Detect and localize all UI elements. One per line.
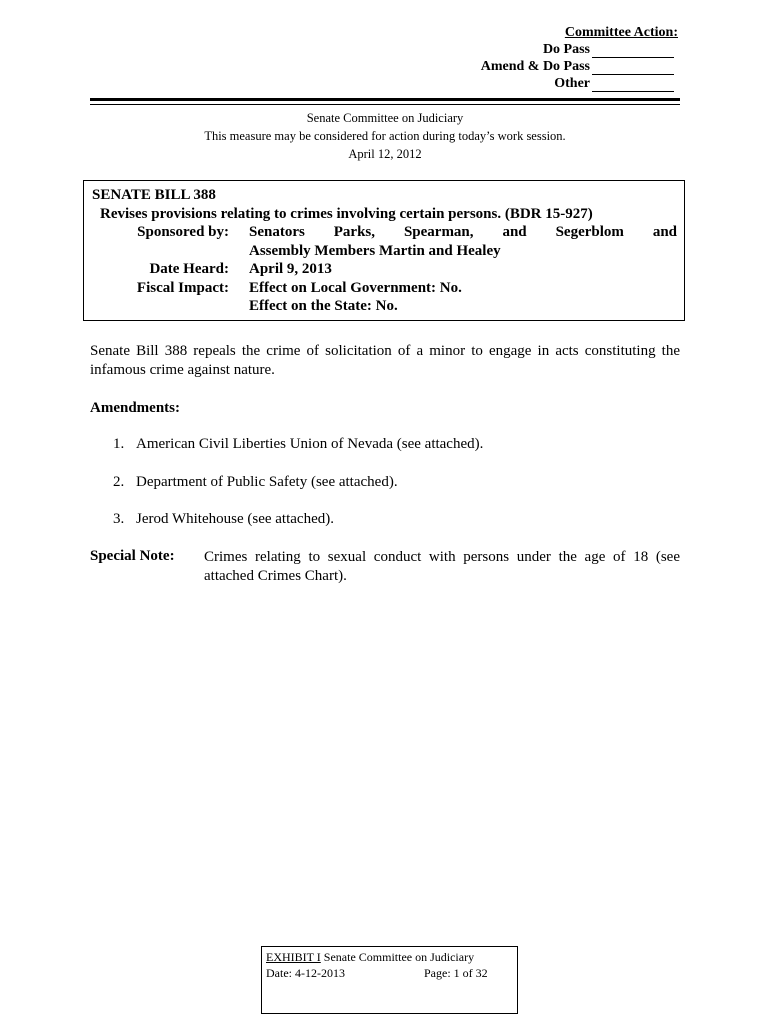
exhibit-page: Page: 1 of 32 — [424, 966, 488, 980]
amendment-item — [113, 474, 398, 491]
exhibit-committee: Senate Committee on Judiciary — [323, 950, 475, 964]
sponsor-word: and — [502, 224, 527, 240]
fiscal-state-effect: Effect on the State: No. — [249, 298, 398, 314]
do-pass-label: Do Pass — [542, 42, 590, 57]
amendment-number: 3. — [113, 511, 125, 527]
amend-do-pass-label: Amend & Do Pass — [480, 59, 590, 74]
exhibit-tag: EXHIBIT I — [266, 950, 321, 964]
bill-title: SENATE BILL 388 — [92, 187, 216, 203]
sponsor-word: Senators — [249, 224, 305, 240]
other-blank — [592, 78, 674, 92]
sponsor-word: Parks, — [333, 224, 376, 240]
header-divider-thick — [90, 98, 680, 101]
committee-action-title: Committee Action: — [564, 25, 678, 40]
do-pass-option — [543, 42, 674, 58]
committee-name: Senate Committee on Judiciary — [306, 111, 464, 125]
amend-do-pass-blank — [592, 61, 674, 75]
bill-summary: Senate Bill 388 repeals the crime of solicitation of a minor to engage in acts constituting the infamous crime against nature. — [90, 343, 680, 378]
amend-do-pass-option — [481, 59, 674, 75]
sponsor-word: Segerblom — [555, 224, 624, 240]
date-heard-value: April 9, 2013 — [249, 261, 332, 277]
sponsors-assembly: Assembly Members Martin and Healey — [249, 243, 501, 259]
other-label: Other — [554, 76, 590, 91]
sponsor-word: and — [652, 224, 677, 240]
amendment-number: 1. — [113, 436, 125, 452]
amendment-text: Department of Public Safety (see attached). — [136, 474, 398, 490]
header-divider-thin — [90, 104, 680, 105]
amendment-text: Jerod Whitehouse (see attached). — [136, 511, 334, 527]
other-option — [554, 76, 674, 92]
sponsors-line — [249, 224, 677, 241]
date-heard-label: Date Heard: — [149, 261, 229, 277]
exhibit-line — [266, 950, 474, 965]
fiscal-impact-label: Fiscal Impact: — [136, 280, 229, 296]
amendment-number: 2. — [113, 474, 125, 490]
do-pass-blank — [592, 44, 674, 58]
amendment-text: American Civil Liberties Union of Nevada (see attached). — [136, 436, 484, 452]
fiscal-local-effect: Effect on Local Government: No. — [249, 280, 462, 296]
amendments-heading: Amendments: — [90, 400, 180, 416]
amendment-item — [113, 511, 334, 528]
bill-description: Revises provisions relating to crimes involving certain persons. (BDR 15-927) — [100, 206, 593, 222]
exhibit-date: Date: 4-12-2013 — [266, 966, 345, 980]
sponsor-word: Spearman, — [403, 224, 474, 240]
amendment-item — [113, 436, 483, 453]
bill-info-box — [83, 180, 685, 321]
header-date: April 12, 2012 — [348, 147, 422, 161]
special-note-text: Crimes relating to sexual conduct with persons under the age of 18 (see attached Crimes Chart). — [204, 549, 680, 584]
special-note-label: Special Note: — [90, 548, 175, 564]
work-session-note: This measure may be considered for action during today’s work session. — [204, 129, 566, 143]
sponsored-by-label: Sponsored by: — [137, 224, 229, 240]
exhibit-stamp — [261, 946, 518, 1014]
